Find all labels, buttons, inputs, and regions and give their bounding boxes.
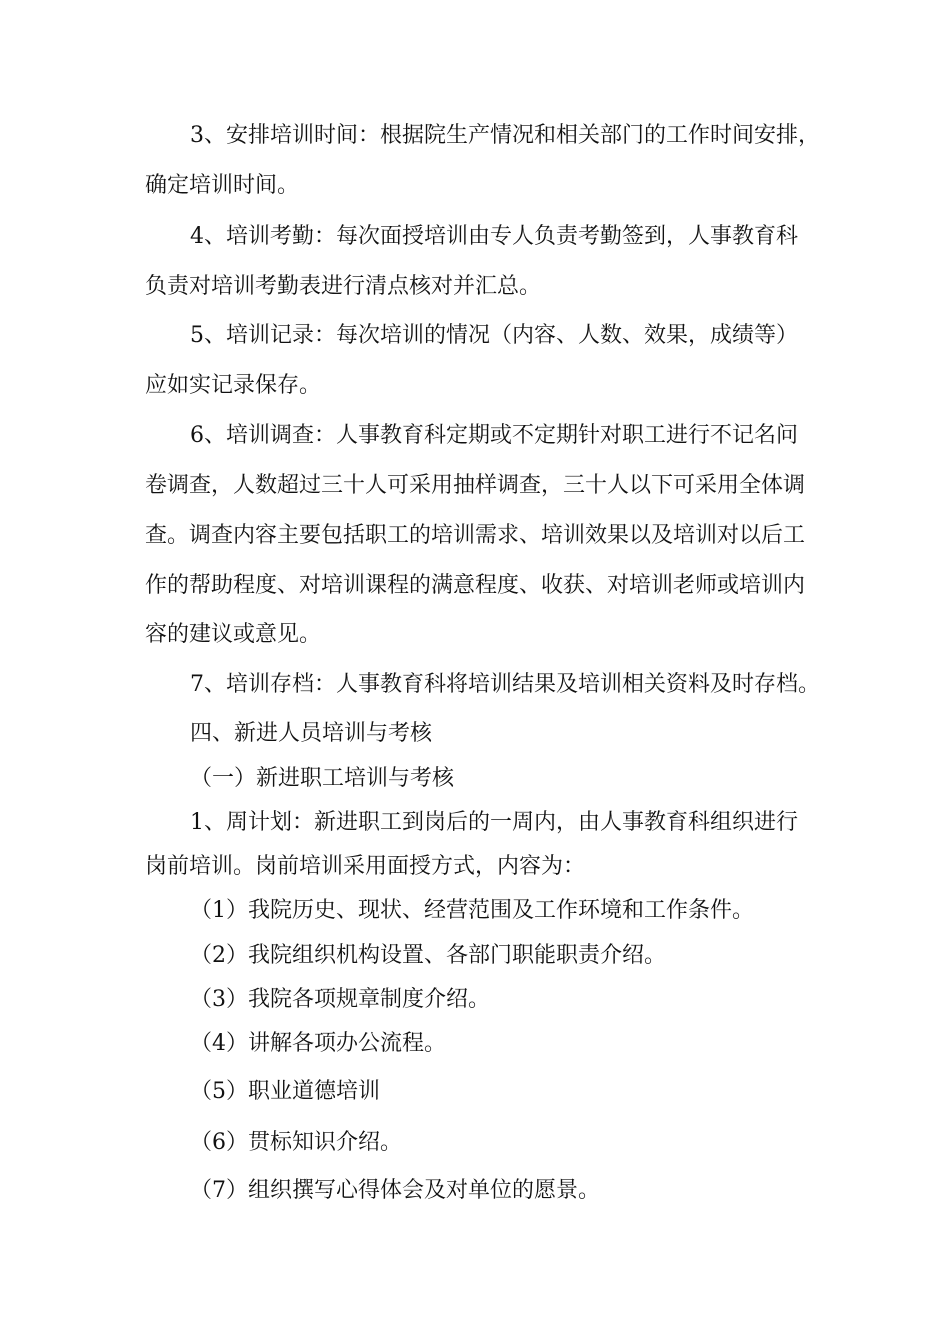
paragraph-3-line-1: 3、安排培训时间：根据院生产情况和相关部门的工作时间安排， — [190, 123, 820, 148]
list-item: （7）组织撰写心得体会及对单位的愿景。 — [190, 1178, 600, 1203]
paragraph-5-line-1: 5、培训记录：每次培训的情况（内容、人数、效果，成绩等） — [190, 323, 798, 348]
list-item: （5）职业道德培训 — [190, 1079, 380, 1104]
paragraph-7-line-1: 7、培训存档：人事教育科将培训结果及培训相关资料及时存档。 — [190, 672, 820, 697]
week-plan-line-1: 1、周计划：新进职工到岗后的一周内，由人事教育科组织进行 — [190, 810, 798, 835]
paragraph-4-line-2: 负责对培训考勤表进行清点核对并汇总。 — [145, 274, 542, 299]
list-item: （6）贯标知识介绍。 — [190, 1130, 402, 1155]
paragraph-6-line-4: 作的帮助程度、对培训课程的满意程度、收获、对培训老师或培训内 — [145, 573, 806, 598]
section-subheading: （一）新进职工培训与考核 — [190, 766, 455, 791]
list-item: （2）我院组织机构设置、各部门职能职责介绍。 — [190, 943, 666, 968]
list-item: （1）我院历史、现状、经营范围及工作环境和工作条件。 — [190, 898, 754, 923]
section-heading: 四、新进人员培训与考核 — [190, 721, 433, 746]
paragraph-5-line-2: 应如实记录保存。 — [145, 373, 322, 398]
paragraph-6-line-3: 查。调查内容主要包括职工的培训需求、培训效果以及培训对以后工 — [145, 523, 806, 548]
paragraph-6-line-1: 6、培训调查：人事教育科定期或不定期针对职工进行不记名问 — [190, 423, 798, 448]
paragraph-3-line-2: 确定培训时间。 — [145, 173, 300, 198]
list-item: （4）讲解各项办公流程。 — [190, 1031, 446, 1056]
paragraph-6-line-2: 卷调查，人数超过三十人可采用抽样调查，三十人以下可采用全体调 — [145, 473, 806, 498]
paragraph-4-line-1: 4、培训考勤：每次面授培训由专人负责考勤签到，人事教育科 — [190, 224, 798, 249]
week-plan-line-2: 岗前培训。岗前培训采用面授方式，内容为： — [145, 854, 586, 879]
paragraph-6-line-5: 容的建议或意见。 — [145, 622, 322, 647]
list-item: （3）我院各项规章制度介绍。 — [190, 987, 490, 1012]
